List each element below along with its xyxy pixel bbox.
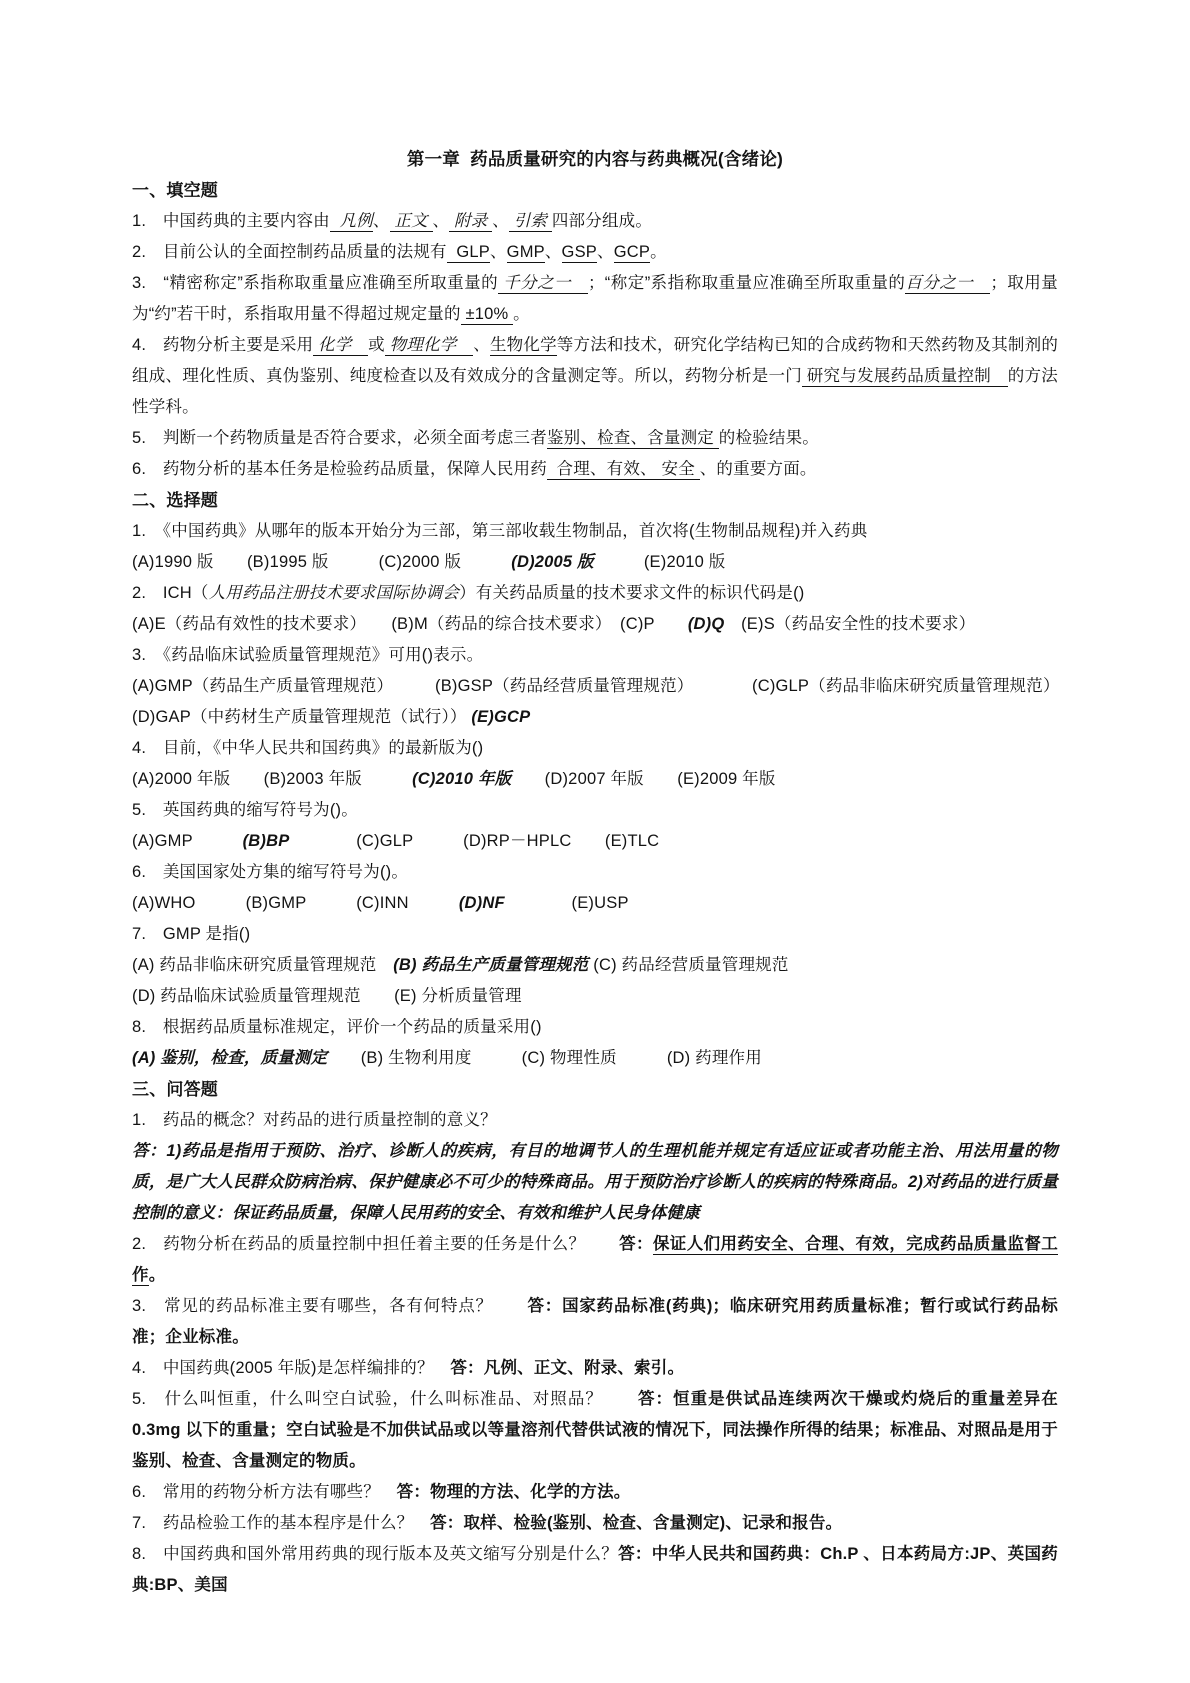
mc-options-line (132, 764, 1058, 795)
text-segment: (A)GMP（药品生产质量管理规范） (B)GSP（药品经营质量管理规范） (C)GLP（药品非临床研究质量管理规范） (D)GAP（中药材生产质量管理规范（试行）） (132, 677, 1102, 726)
text-segment: 5. 判断一个药物质量是否符合要求，必须全面考虑三者 (132, 429, 547, 447)
text-segment: (D) 药品临床试验质量管理规范 (E) 分析质量管理 (132, 987, 522, 1005)
text-segment: 答：物理的方法、化学的方法。 (396, 1483, 631, 1501)
answer-paragraph (132, 1136, 1058, 1229)
text-segment: (A) 药品非临床研究质量管理规范 (132, 956, 394, 974)
text-segment: 或 (368, 336, 385, 354)
text-segment: 、 (432, 212, 450, 230)
mc-question-line (132, 640, 1058, 671)
blank-answer-text: 研究与发展药品质量控制 (801, 367, 1008, 385)
text-segment: 三、问答题 (132, 1080, 218, 1099)
section-heading (132, 175, 1058, 206)
blank-answer-text: 保证人们用药安全、合理、有效，完成药品质量监督工作 (132, 1235, 1058, 1284)
text-segment: 、的重要方面。 (699, 460, 817, 478)
text-segment: (E)S（药品安全性的技术要求） (724, 615, 976, 633)
fill-in-question-line (132, 268, 1058, 330)
document-body (132, 175, 1102, 1601)
mc-options-line (132, 547, 1058, 578)
mc-question-line (132, 857, 1058, 888)
text-segment: 答： (619, 1235, 653, 1253)
text-segment: (B) 生物利用度 (C) 物理性质 (D) 药理作用 (327, 1049, 762, 1067)
blank-answer-text: 附录 (449, 212, 493, 230)
text-segment: (C)2010 年版 (412, 770, 512, 788)
mc-question-line (132, 733, 1058, 764)
text-segment: 3. 常见的药品标准主要有哪些，各有何特点？ (132, 1297, 528, 1315)
text-segment: 。 (513, 305, 530, 323)
text-segment: (E)GCP (471, 708, 531, 726)
fill-in-question-line (132, 330, 1058, 423)
fill-in-question-line (132, 237, 1058, 268)
mc-question-line (132, 578, 1058, 609)
text-segment: 答：凡例、正文、附录、索引。 (450, 1359, 685, 1377)
text-segment: 7. GMP 是指() (132, 925, 251, 943)
fill-in-question-line (132, 454, 1058, 485)
fill-in-question-line (132, 206, 1058, 237)
text-segment: (A)2000 年版 (B)2003 年版 (132, 770, 413, 788)
text-segment: 6. 美国国家处方集的缩写符号为()。 (132, 863, 409, 881)
text-segment: (A)1990 版 (B)1995 版 (C)2000 版 (132, 553, 512, 571)
text-segment: 4. 目前，《中华人民共和国药典》的最新版为() (132, 739, 484, 757)
blank-answer-text: GLP (446, 243, 490, 261)
text-segment: 、 (473, 336, 490, 354)
mc-question-line (132, 516, 1058, 547)
text-segment: 答：国家药品标准(药典)；临床研究用药质量标准；暂行或试行药品标准；企业标准。 (132, 1297, 1058, 1346)
text-segment: (A) 鉴别，检查，质量测定 (132, 1049, 328, 1067)
mc-question-line (132, 1012, 1058, 1043)
text-segment: (D)Q (687, 615, 725, 633)
qa-question-line (132, 1508, 1058, 1539)
text-segment: 、 (544, 243, 562, 261)
mc-options-line (132, 1043, 1058, 1074)
text-segment: 3. 《药品临床试验质量管理规范》可用()表示。 (132, 646, 484, 664)
text-segment: ；取用量为“约”若干时，系指取用量不得超过规定量的 (132, 274, 1058, 323)
text-segment: 答：取样、检验(鉴别、检查、含量测定)、记录和报告。 (430, 1514, 843, 1532)
mc-question-line (132, 795, 1058, 826)
mc-question-line (132, 919, 1058, 950)
blank-answer-text: 引索 (508, 212, 552, 230)
blank-answer-text: GSP (561, 243, 597, 261)
text-segment: 1. 中国药典的主要内容由 (132, 212, 330, 230)
text-segment: 的检验结果。 (718, 429, 819, 447)
text-segment: 6. 常用的药物分析方法有哪些？ (132, 1483, 397, 1501)
text-segment: 答：恒重是供试品连续两次干燥或灼烧后的重量差异在 0.3mg 以下的重量；空白试验是不加供试品或以等量溶剂代替供试液的情况下，同法操作所得的结果；标准品、对照品是用于鉴别、检查、含量测定的物质。 (132, 1390, 1063, 1470)
text-segment: 8. 根据药品质量标准规定，评价一个药品的质量采用() (132, 1018, 542, 1036)
text-segment: 7. 药品检验工作的基本程序是什么？ (132, 1514, 431, 1532)
text-segment: 5. 什么叫恒重，什么叫空白试验，什么叫标准品、对照品？ (132, 1390, 638, 1408)
qa-question-line (132, 1539, 1058, 1601)
text-segment: 4. 药物分析主要是采用 (132, 336, 314, 354)
text-segment: (B)BP (242, 832, 290, 850)
text-segment: (D)NF (458, 894, 505, 912)
mc-options-line (132, 981, 1058, 1012)
blank-answer-text: 合理、有效、 安全 (546, 460, 700, 478)
text-segment: (A)GMP (132, 832, 243, 850)
blank-answer-text: 物理化学 (384, 336, 474, 354)
text-segment: 4. 中国药典(2005 年版)是怎样编排的？ (132, 1359, 451, 1377)
text-segment: 人用药品注册技术要求国际协调会 (208, 584, 460, 602)
text-segment: (A)WHO (B)GMP (C)INN (132, 894, 459, 912)
text-segment: 2. 目前公认的全面控制药品质量的法规有 (132, 243, 447, 261)
qa-question-line (132, 1105, 1058, 1136)
text-segment: 。 (148, 1266, 166, 1284)
mc-options-line (132, 609, 1058, 640)
text-segment: 。 (650, 243, 667, 261)
text-segment: 2. 药物分析在药品的质量控制中担任着主要的任务是什么？ (132, 1235, 620, 1253)
text-segment: 1. 《中国药典》从哪年的版本开始分为三部，第三部收载生物制品，首次将(生物制品规程)并入药典 (132, 522, 868, 540)
text-segment: ；“称定”系指称取重量应准确至所取重量的 (588, 274, 906, 292)
text-segment: (B) 药品生产质量管理规范 (393, 956, 589, 974)
text-segment: ）有关药品质量的技术要求文件的标识代码是() (459, 584, 805, 602)
text-segment: 6. 药物分析的基本任务是检验药品质量，保障人民用药 (132, 460, 547, 478)
text-segment: 答：中华人民共和国药典：Ch.P 、日本药局方:JP、英国药典:BP、美国 (132, 1545, 1059, 1594)
text-segment: 、 (489, 243, 507, 261)
text-segment: (C)GLP (D)RP－HPLC (E)TLC (289, 832, 660, 850)
blank-answer-text: 百分之一 (905, 274, 991, 292)
text-segment: 四部分组成。 (551, 212, 653, 230)
qa-question-line (132, 1353, 1058, 1384)
text-segment: 1. 药品的概念？对药品的进行质量控制的意义？ (132, 1111, 497, 1129)
fill-in-question-line (132, 423, 1058, 454)
text-segment: 等方法和技术，研究化学结构已知的合成药物和天然药物及其制剂的组成、理化性质、真伪鉴别、纯度检查以及有效成分的含量测定等。所以，药物分析是一门 (132, 336, 1059, 385)
text-segment: (E)USP (504, 894, 629, 912)
text-segment: 二、选择题 (132, 491, 218, 510)
blank-answer-text: 正文 (389, 212, 433, 230)
text-segment: (E)2010 版 (593, 553, 726, 571)
blank-answer-text: 千分之一 (498, 274, 589, 292)
qa-question-line (132, 1291, 1058, 1353)
text-segment: (D)2005 版 (511, 553, 594, 571)
qa-question-line (132, 1477, 1058, 1508)
text-segment: 、 (492, 212, 509, 230)
blank-answer-text: 凡例 (329, 212, 373, 230)
text-segment: 2. ICH（ (132, 584, 209, 602)
page-title: 第一章 药品质量研究的内容与药典概况(含绪论) (406, 149, 784, 169)
text-segment: 答：1)药品是指用于预防、治疗、诊断人的疾病，有目的地调节人的生理机能并规定有适应证或者功能主治、用法用量的物质，是广大人民群众防病治病、保护健康必不可少的特殊商品。用于预防治疗诊断人的疾病的特殊商品。2)对药品的进行质量控制的意义：保证药品质量，保障人民用药的安全、有效和维护人民身体健康 (132, 1142, 1058, 1222)
blank-answer-text: 生物化学 (489, 336, 557, 354)
mc-options-line (132, 671, 1102, 733)
text-segment: 8. 中国药典和国外常用药典的现行版本及英文缩写分别是什么？ (132, 1545, 619, 1563)
mc-options-line (132, 888, 1058, 919)
text-segment: 一、填空题 (132, 181, 218, 200)
mc-options-line (132, 826, 1058, 857)
blank-answer-text: GMP (506, 243, 545, 261)
section-heading (132, 485, 1058, 516)
text-segment: 、 (597, 243, 614, 261)
blank-answer-text: 鉴别、检查、含量测定 (546, 429, 719, 447)
mc-options-line (132, 950, 1058, 981)
text-segment: (A)E（药品有效性的技术要求） (B)M（药品的综合技术要求） (C)P (132, 615, 688, 633)
text-segment: 5. 英国药典的缩写符号为()。 (132, 801, 358, 819)
text-segment: (D)2007 年版 (E)2009 年版 (511, 770, 776, 788)
text-segment: 3. “精密称定”系指称取重量应准确至所取重量的 (132, 274, 499, 292)
text-segment: 的方法性学科。 (132, 367, 1058, 416)
text-segment: (C) 药品经营质量管理规范 (588, 956, 789, 974)
qa-question-line (132, 1384, 1063, 1477)
blank-answer-text: GCP (613, 243, 651, 261)
blank-answer-text: ±10% (460, 305, 514, 323)
text-segment: 、 (372, 212, 390, 230)
section-heading (132, 1074, 1058, 1105)
qa-question-line (132, 1229, 1058, 1291)
blank-answer-text: 化学 (313, 336, 369, 354)
